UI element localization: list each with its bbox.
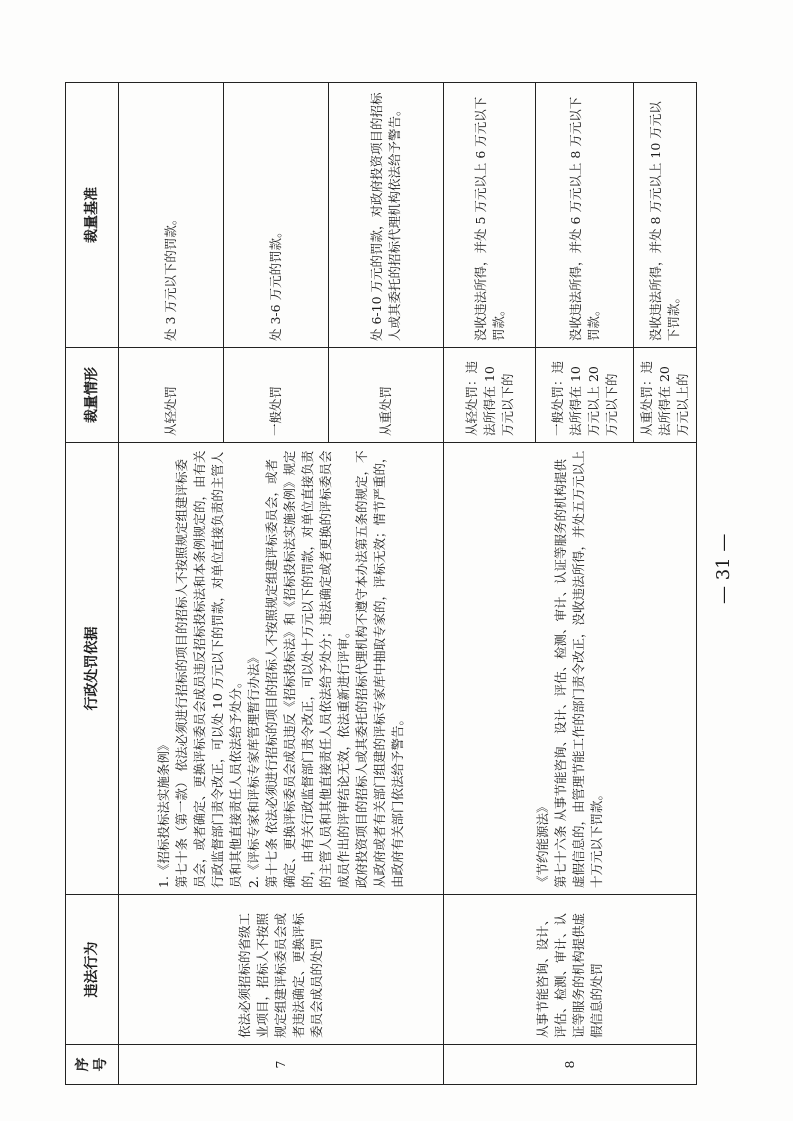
discretion-standard: 没收违法所得，并处 8 万元以上 10 万元以下罚款。	[634, 83, 697, 348]
violation-behavior: 从事节能咨询、设计、评估、检测、审计、认证等服务的机构提供虚假信息的处罚	[444, 895, 697, 1045]
discretion-situation: 从重处罚：违法所得在 20 万元以上的	[634, 348, 697, 443]
discretion-situation: 一般处罚	[224, 348, 329, 443]
discretion-standard: 没收违法所得，并处 5 万元以上 6 万元以下罚款。	[444, 83, 536, 348]
discretion-situation: 从重处罚	[329, 348, 444, 443]
basis-law-title: 《节约能源法》	[535, 800, 550, 888]
basis-article: 第十七条 依法必须进行招标的项目的招标人不按照规定组建评标委员会，或者确定、更换评标委员会成员违反《招标投标法》和《招标投标法实施条例》规定的，由有关行政监督部门责令改正，可以处十万元以下的罚款，对单位直接负责的主管人员和其他直接责任人员依法给予处分；违法确定或者更换的评标委员会成员作出的评审结论无效，依法重新进行评审。	[264, 450, 351, 888]
table-row	[119, 83, 224, 1085]
basis-law-title: 1.《招标投标法实施条例》	[156, 738, 171, 888]
rotated-table-container	[65, 83, 690, 1085]
header-no: 序号	[66, 1045, 119, 1085]
page-footer	[705, 533, 735, 610]
discretion-standard: 处 3-6 万元的罚款。	[224, 83, 329, 348]
basis-article: 第七十六条 从事节能咨询、设计、评估、检测、审计、认证等服务的机构提供虚假信息的，由管理节能工作的部门责令改正，没收违法所得，并处五万元以上十万元以下罚款。	[553, 450, 604, 888]
table-row	[444, 83, 536, 1085]
page-number: — 31 —	[713, 533, 734, 604]
header-behavior: 违法行为	[66, 895, 119, 1045]
discretion-situation: 一般处罚：违法所得在 10 万元以上 20 万元以下的	[536, 348, 634, 443]
discretion-standard: 处 6-10 万元的罚款，对政府投资项目的招标人或其委托的招标代理机构依法给予警告。	[329, 83, 444, 348]
basis-law-title: 2.《评标专家和评标专家库管理暂行办法》	[246, 651, 261, 888]
penalty-basis	[444, 443, 697, 895]
table-header-row	[66, 83, 119, 1085]
row-number: 7	[119, 1045, 444, 1085]
discretion-standard: 处 3 万元以下的罚款。	[119, 83, 224, 348]
discretion-standard: 没收违法所得，并处 6 万元以上 8 万元以下罚款。	[536, 83, 634, 348]
violation-behavior: 依法必须招标的省级工业项目，招标人不按照规定组建评标委员会或者违法确定、更换评标委员会成员的处罚	[119, 895, 444, 1045]
discretion-situation: 从轻处罚	[119, 348, 224, 443]
basis-article: 第七十条（第一款） 依法必须进行招标的项目的招标人不按照规定组建评标委员会，或者确定、更换评标委员会成员违反招标投标法和本条例规定的，由有关行政监督部门责令改正，可以处 10 万元以下的罚款，对单位直接负责的主管人员和其他直接责任人员依法给予处分。	[174, 450, 243, 888]
header-basis: 行政处罚依据	[66, 443, 119, 895]
basis-article: 政府投资项目的招标人或其委托的招标代理机构不遵守本办法第五条的规定，不从政府或者有关部门组建的评标专家库中抽取专家的，评标无效；情节严重的，由政府有关部门依法给予警告。	[354, 450, 405, 888]
header-standard: 裁量基准	[66, 83, 119, 348]
penalty-standard-table	[65, 82, 697, 1085]
header-situation: 裁量情形	[66, 348, 119, 443]
penalty-basis	[119, 443, 444, 895]
row-number: 8	[444, 1045, 697, 1085]
discretion-situation: 从轻处罚：违法所得在 10 万元以下的	[444, 348, 536, 443]
